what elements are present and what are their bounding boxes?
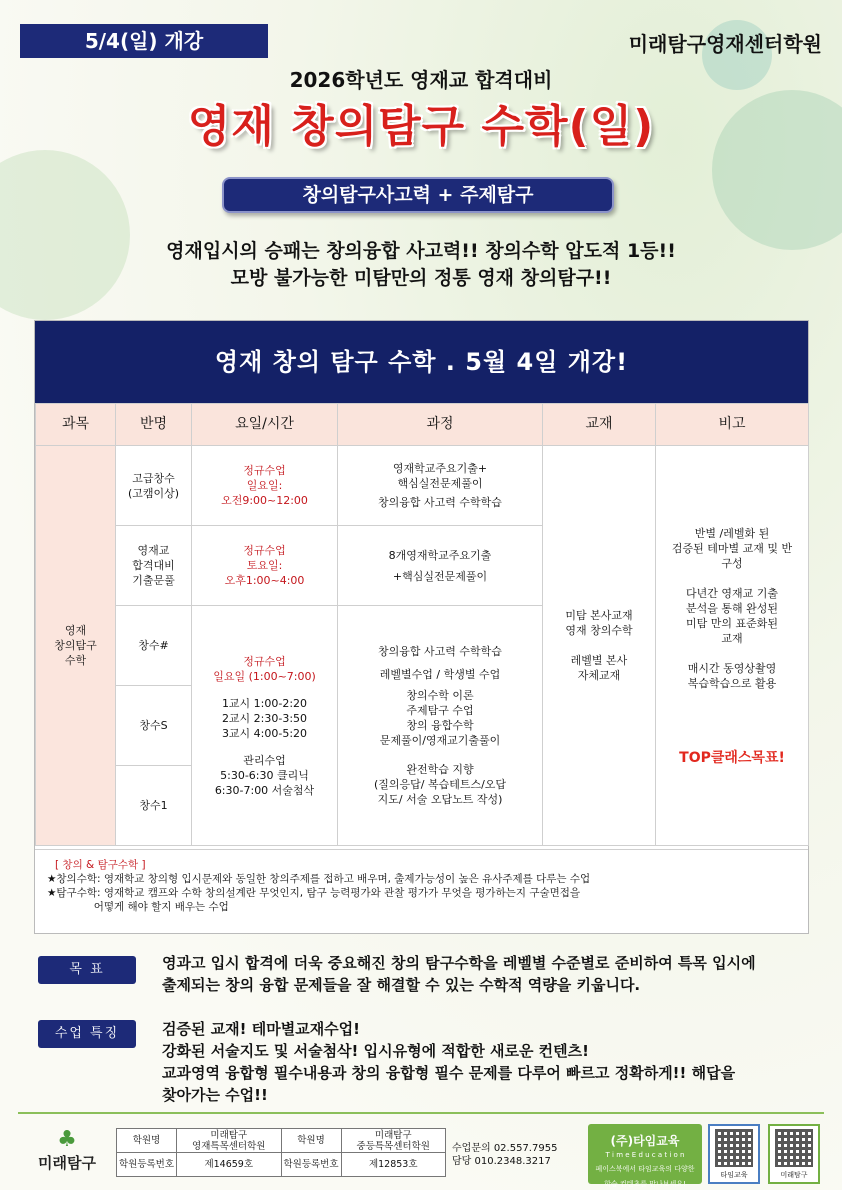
class-name-cell: 고급창수 (고캠이상) — [116, 446, 192, 526]
main-title: 영재 창의탐구 수학(일) — [187, 101, 655, 152]
contact-info: 수업문의 02.557.7955 담당 010.2348.3217 — [452, 1143, 558, 1167]
notes-box — [35, 849, 808, 933]
top-class-badge: TOP클래스목표! — [679, 749, 785, 766]
course-pill: 창의탐구사고력 + 주제탐구 — [222, 177, 614, 213]
goal-label: 목 표 — [38, 956, 136, 984]
goal-text: 영과고 입시 합격에 더욱 중요해진 창의 탐구수학을 레벨별 수준별로 준비하여 특목 입시에 출제되는 창의 융합 문제들을 잘 해결할 수 있는 수학적 역량을 키웁니다. — [162, 954, 756, 994]
note-line: ★창의수학: 영재학교 창의형 입시문제와 동일한 창의주제를 접하고 배우며, 출제가능성이 높은 유사주제를 다루는 수업 — [47, 873, 591, 885]
features-text: 검증된 교재! 테마별교재수업! 강화된 서술지도 및 서술첨삭! 입시유형에 적합한 새로운 컨텐츠! 교과영역 융합형 필수내용과 창의 융합형 필수 문제를 다루어 빠르고 정확하게!! 해답을 찾아가는 수업!! — [162, 1020, 736, 1104]
qr-code[interactable]: 타임교육 — [708, 1124, 760, 1184]
textbook-cell: 미탐 본사교재 영재 창의수학 레벨별 본사 자체교재 — [543, 446, 656, 846]
col-header: 요일/시간 — [192, 404, 338, 446]
academy-name: 미래탐구영재센터학원 — [628, 32, 822, 56]
subtitle: 2026학년도 영재교 합격대비 — [289, 68, 553, 92]
schedule-table — [35, 403, 809, 846]
col-header: 교재 — [543, 404, 656, 446]
schedule-section — [34, 320, 809, 934]
col-header: 과정 — [338, 404, 543, 446]
qr-icon — [775, 1129, 813, 1167]
time-education-logo: (주)타임교육 T i m e E d u c a t i o n 페이스북에서 타임교육의 다양한 학습 컨텐츠를 만나보세요! — [588, 1124, 702, 1184]
class-name-cell: 창수S — [116, 686, 192, 766]
table-row — [36, 446, 809, 526]
decor-circle — [0, 150, 130, 320]
note-line: 어떻게 해야 할지 배우는 수업 — [47, 901, 229, 913]
merged-course-cell: 창의융합 사고력 수학학습 레벨별수업 / 학생별 수업 창의수학 이론 주제탐구 수업 창의 융합수학 문제풀이/영재교기출풀이 완전학습 지향 (질의응답/ 복습테트스/오답 지도/ 서술 오답노트 작성) — [338, 606, 543, 846]
time-cell: 정규수업 토요일: 오후1:00~4:00 — [192, 526, 338, 606]
tree-icon: ♣ — [57, 1127, 77, 1152]
slogan-line-1: 영재입시의 승패는 창의융합 사고력!! 창의수학 압도적 1등!! — [166, 240, 676, 262]
course-cell: 8개영재학교주요기출 +핵심실전문제풀이 — [338, 526, 543, 606]
schedule-banner: 영재 창의 탐구 수학 . 5월 4일 개강! — [35, 321, 808, 403]
qr-code[interactable]: 미래탐구 — [768, 1124, 820, 1184]
col-header: 비고 — [656, 404, 809, 446]
subject-cell: 영재 창의탐구 수학 — [36, 446, 116, 846]
registration-table: 학원명 미래탐구 영재특목센터학원 학원명 미래탐구 중등특목센터학원 학원등록번호 제14659호 학원등록번호 제12853호 — [116, 1128, 446, 1177]
footer-logo: ♣ 미래탐구 — [22, 1128, 112, 1178]
table-header-row — [36, 404, 809, 446]
note-line: ★탐구수학: 영재학교 캠프와 수학 창의설계란 무엇인지, 탐구 능력평가와 관찰 평가가 무엇을 평가하는지 구술면접을 — [47, 887, 581, 899]
features-label: 수업 특징 — [38, 1020, 136, 1048]
class-name-cell: 영재교 합격대비 기출문풀 — [116, 526, 192, 606]
footer-divider — [18, 1112, 824, 1114]
merged-time-cell: 정규수업 일요일 (1:00~7:00) 1교시 1:00-2:20 2교시 2:30-3:50 3교시 4:00-5:20 관리수업 5:30-6:30 클리닉 6:30-7:00 서술첨삭 — [192, 606, 338, 846]
slogan-line-2: 모방 불가능한 미탐만의 정통 영재 창의탐구!! — [230, 267, 612, 289]
course-cell: 영재학교주요기출+ 핵심실전문제풀이 창의융합 사고력 수학학습 — [338, 446, 543, 526]
remarks-cell: 반별 /레벨화 된 검증된 테마별 교재 및 반 구성 다년간 영재교 기출 분석을 통해 완성된 미탐 만의 표준화된 교재 매시간 동영상촬영 복습학습으로 활용 TOP클래스목표! — [656, 446, 809, 846]
time-cell: 정규수업 일요일: 오전9:00~12:00 — [192, 446, 338, 526]
qr-icon — [715, 1129, 753, 1167]
col-header: 반명 — [116, 404, 192, 446]
notes-title: [ 창의 & 탐구수학 ] — [55, 859, 146, 871]
class-name-cell: 창수# — [116, 606, 192, 686]
open-date-badge: 5/4(일) 개강 — [20, 24, 268, 58]
col-header: 과목 — [36, 404, 116, 446]
class-name-cell: 창수1 — [116, 766, 192, 846]
